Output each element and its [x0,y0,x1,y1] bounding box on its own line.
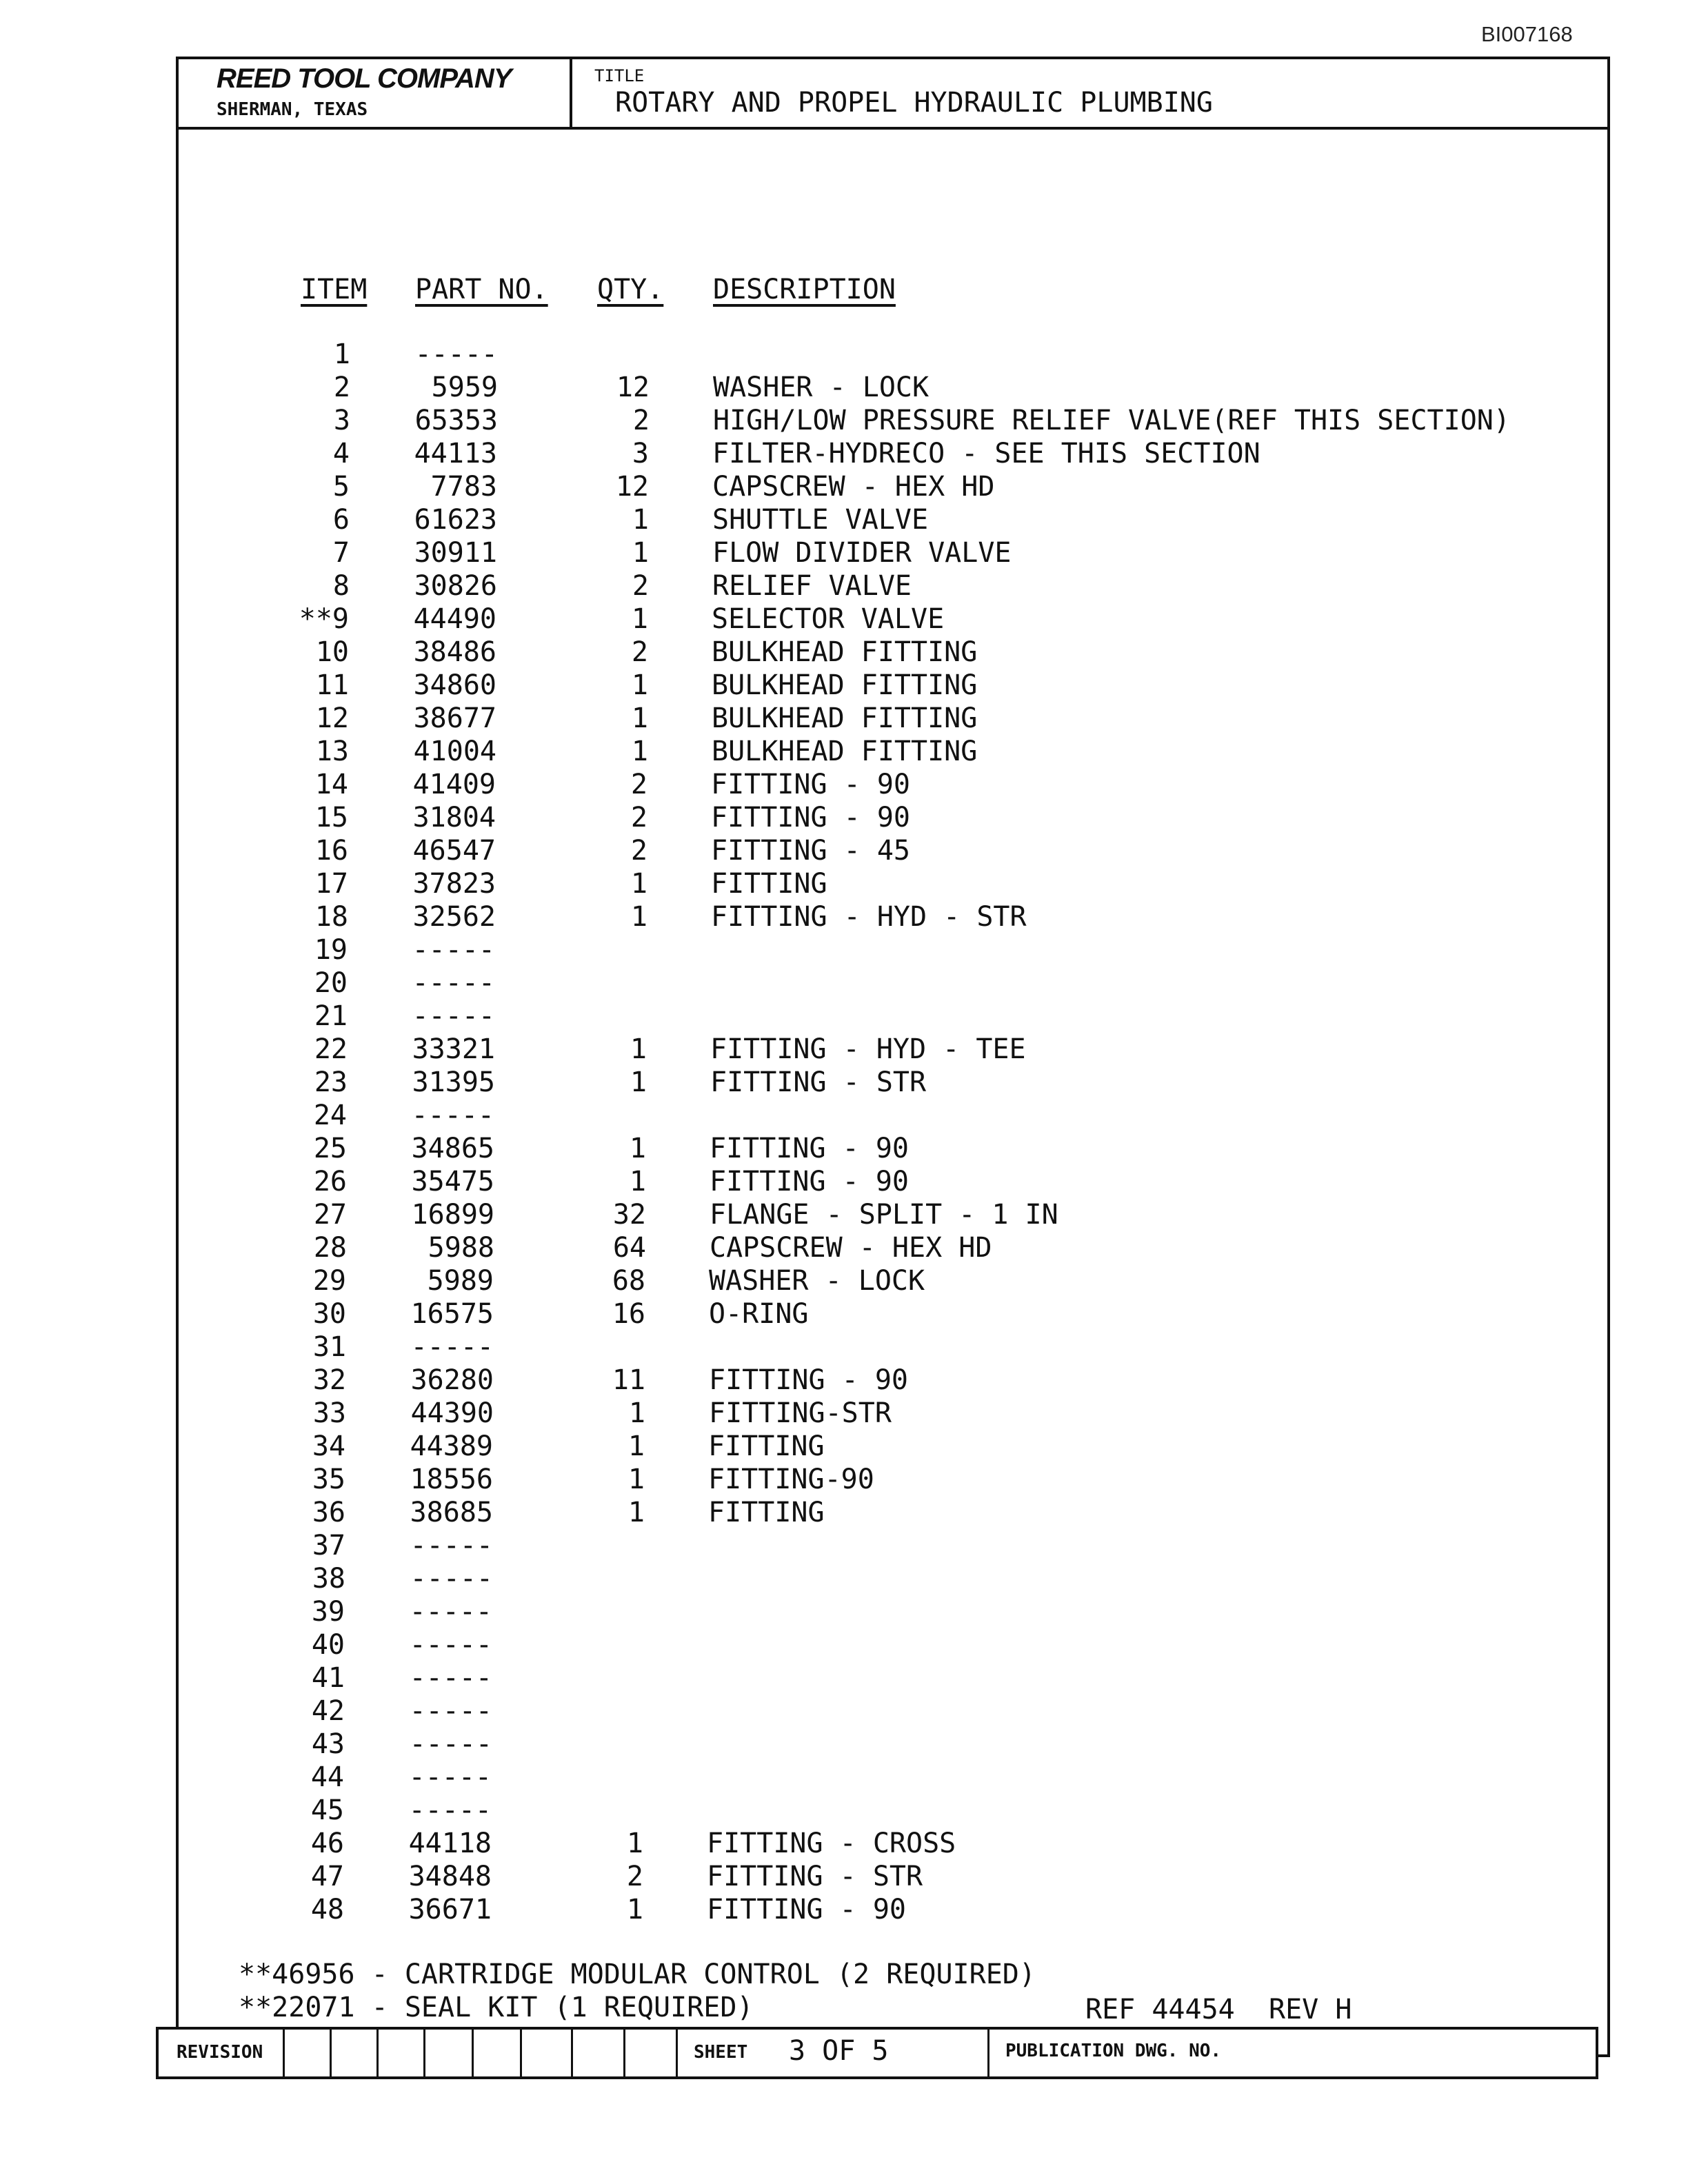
quantity: 1 [628,1397,645,1429]
quantity: 12 [616,372,650,403]
part-number: 44490 [413,603,496,635]
quantity: 2 [630,769,647,800]
item-number: 45 [310,1794,344,1826]
part-number: ----- [410,1331,494,1363]
part-number: 30911 [414,537,497,569]
part-number: 38677 [413,702,496,734]
item-number: 27 [313,1199,347,1231]
part-number: 5959 [431,372,498,403]
item-number: 6 [332,504,350,536]
part-number: 38486 [413,636,496,668]
part-number: 31395 [412,1066,495,1098]
part-number: 44390 [410,1397,494,1429]
part-description: SELECTOR VALVE [712,603,945,635]
part-number: ----- [409,1662,492,1694]
item-number: 37 [312,1530,345,1561]
part-description: FITTING - STR [707,1861,923,1892]
part-number: ----- [409,1695,492,1727]
quantity: 2 [626,1861,643,1892]
item-number: 24 [313,1100,347,1131]
part-number: ----- [408,1794,492,1826]
part-description: FITTING - 90 [710,1133,909,1164]
quantity: 1 [631,702,648,734]
part-number: 46547 [412,835,496,867]
sheet-cell-divider [676,2027,678,2079]
header-description: DESCRIPTION [713,274,896,305]
part-number: ----- [414,338,498,370]
part-description: FITTING - 90 [707,1894,906,1925]
item-number: 36 [312,1497,345,1528]
item-number: 4 [332,438,350,469]
part-description: BULKHEAD FITTING [712,736,978,767]
item-number: 44 [310,1761,344,1793]
revision-letter: REV H [1269,1994,1352,2025]
revision-cell-divider [376,2027,379,2079]
item-number: 3 [333,405,350,436]
item-number: 43 [311,1728,345,1760]
quantity: 64 [612,1232,646,1264]
part-description: SHUTTLE VALVE [712,504,929,536]
part-number: ----- [412,967,495,999]
reference-number: REF 44454 [1085,1994,1235,2025]
revision-label: REVISION [177,2042,263,2063]
company-location: SHERMAN, TEXAS [217,99,368,120]
revision-cell-divider [520,2027,522,2079]
quantity: 1 [629,1133,646,1164]
quantity: 1 [629,1166,646,1197]
header-part-no: PART NO. [415,274,548,305]
item-number: 17 [314,868,348,900]
part-number: 5988 [428,1232,494,1264]
quantity: 11 [612,1364,645,1396]
item-number: 15 [314,802,348,833]
part-number: ----- [409,1728,492,1760]
part-number: 31804 [412,802,496,833]
document-id: BI007168 [1481,22,1573,46]
part-number: 36671 [408,1894,492,1925]
part-number: 36280 [410,1364,494,1396]
part-description: FITTING - CROSS [707,1828,956,1859]
sheet-label: SHEET [694,2042,748,2063]
part-number: 33321 [412,1033,495,1065]
part-description: RELIEF VALVE [712,570,912,602]
item-number: 39 [311,1596,345,1628]
item-number: 30 [312,1298,346,1330]
part-description: FITTING - 45 [711,835,910,867]
quantity: 2 [632,570,649,602]
item-number: 22 [314,1033,348,1065]
quantity: 12 [615,471,649,503]
revision-cell-divider [330,2027,332,2079]
part-number: 34860 [413,669,496,701]
note-cartridge: **46956 - CARTRIDGE MODULAR CONTROL (2 REQUIRED) [239,1959,1036,1990]
part-description: FITTING - HYD - STR [711,901,1027,933]
part-number: 41004 [413,736,496,767]
item-number: 8 [332,570,350,602]
item-number: 32 [312,1364,346,1396]
item-number: 20 [314,967,348,999]
part-description: CAPSCREW - HEX HD [712,471,995,503]
revision-cell-divider [472,2027,474,2079]
quantity: 1 [626,1828,643,1859]
part-number: 41409 [412,769,496,800]
part-number: 7783 [430,471,497,503]
item-number: 26 [313,1166,347,1197]
part-number: ----- [409,1629,492,1661]
quantity: 1 [627,1430,645,1462]
part-number: 16575 [410,1298,494,1330]
part-description: BULKHEAD FITTING [712,702,978,734]
part-number: ----- [410,1530,493,1561]
part-number: ----- [412,934,495,966]
part-number: 30826 [414,570,497,602]
quantity: 2 [632,405,650,436]
part-description: FITTING - 90 [710,1166,909,1197]
part-description: HIGH/LOW PRESSURE RELIEF VALVE(REF THIS SECTION) [713,405,1510,436]
quantity: 1 [631,736,648,767]
quantity: 1 [631,603,648,635]
part-number: ----- [410,1563,493,1595]
part-description: FITTING - 90 [709,1364,908,1396]
quantity: 1 [626,1894,643,1925]
header-qty: QTY. [597,274,664,305]
part-number: 44113 [414,438,497,469]
part-description: BULKHEAD FITTING [712,669,978,701]
item-number: 29 [312,1265,346,1297]
item-number: 12 [315,702,349,734]
quantity: 1 [632,537,649,569]
item-number: **9 [299,603,349,635]
item-number: 16 [314,835,348,867]
quantity: 1 [632,504,649,536]
quantity: 1 [630,868,647,900]
item-number: 25 [313,1133,347,1164]
quantity: 32 [612,1199,646,1231]
revision-cell-divider [283,2027,285,2079]
part-number: 38685 [410,1497,493,1528]
part-number: 16899 [411,1199,494,1231]
part-number: ----- [411,1100,494,1131]
quantity: 2 [630,802,647,833]
item-number: 19 [314,934,348,966]
part-description: CAPSCREW - HEX HD [710,1232,992,1264]
quantity: 1 [627,1464,645,1495]
quantity: 2 [630,835,647,867]
quantity: 3 [632,438,649,469]
part-number: 44118 [408,1828,492,1859]
document-title: ROTARY AND PROPEL HYDRAULIC PLUMBING [615,87,1213,119]
item-number: 33 [312,1397,346,1429]
item-number: 38 [312,1563,345,1595]
part-description: FLANGE - SPLIT - 1 IN [710,1199,1058,1231]
quantity: 1 [630,1066,647,1098]
part-number: ----- [409,1596,492,1628]
part-description: FITTING-90 [708,1464,874,1495]
part-description: FITTING [708,1497,825,1528]
title-block-divider [570,57,572,130]
quantity: 68 [612,1265,645,1297]
part-number: 65353 [414,405,498,436]
part-number: 32562 [412,901,496,933]
part-description: FLOW DIVIDER VALVE [712,537,1012,569]
item-number: 42 [311,1695,345,1727]
item-number: 34 [312,1430,345,1462]
item-number: 31 [312,1331,346,1363]
item-number: 5 [332,471,350,503]
item-number: 48 [310,1894,344,1925]
part-number: ----- [412,1000,495,1032]
quantity: 1 [631,669,648,701]
part-number: 61623 [414,504,497,536]
item-number: 46 [310,1828,344,1859]
item-number: 28 [313,1232,347,1264]
note-seal-kit: **22071 - SEAL KIT (1 REQUIRED) [239,1992,754,2023]
company-name: REED TOOL COMPANY [217,63,512,94]
revision-cell-divider [423,2027,425,2079]
part-description: WASHER - LOCK [709,1265,925,1297]
item-number: 13 [315,736,349,767]
title-label: TITLE [594,66,645,85]
item-number: 7 [332,537,350,569]
item-number: 18 [314,901,348,933]
part-description: FITTING [708,1430,825,1462]
part-description: FITTING - HYD - TEE [710,1033,1026,1065]
item-number: 14 [314,769,348,800]
part-number: 5989 [427,1265,494,1297]
part-number: 35475 [411,1166,494,1197]
quantity: 1 [627,1497,645,1528]
quantity: 2 [631,636,648,668]
part-number: 34848 [408,1861,492,1892]
publication-dwg-label: PUBLICATION DWG. NO. [1005,2041,1222,2061]
sheet-number: 3 OF 5 [789,2035,889,2067]
part-number: 34865 [411,1133,494,1164]
part-description: FITTING [711,868,827,900]
quantity: 1 [630,1033,647,1065]
item-number: 41 [311,1662,345,1694]
item-number: 1 [333,338,350,370]
item-number: 40 [311,1629,345,1661]
part-number: 44389 [410,1430,493,1462]
part-description: FILTER-HYDRECO - SEE THIS SECTION [712,438,1260,469]
item-number: 23 [314,1066,348,1098]
revision-cell-divider [571,2027,573,2079]
item-number: 2 [333,372,350,403]
revision-cell-divider [623,2027,625,2079]
part-description: BULKHEAD FITTING [712,636,978,668]
part-description: WASHER - LOCK [713,372,930,403]
item-number: 21 [314,1000,348,1032]
part-description: O-RING [709,1298,809,1330]
part-description: FITTING - 90 [711,802,910,833]
quantity: 1 [630,901,647,933]
part-description: FITTING-STR [709,1397,892,1429]
quantity: 16 [612,1298,645,1330]
item-number: 10 [315,636,349,668]
part-number: 18556 [410,1464,493,1495]
item-number: 35 [312,1464,345,1495]
part-number: ----- [408,1761,492,1793]
publication-cell-divider [987,2027,989,2079]
part-description: FITTING - 90 [711,769,910,800]
item-number: 11 [315,669,349,701]
header-item: ITEM [301,274,368,305]
item-number: 47 [310,1861,344,1892]
part-number: 37823 [412,868,496,900]
part-description: FITTING - STR [710,1066,927,1098]
